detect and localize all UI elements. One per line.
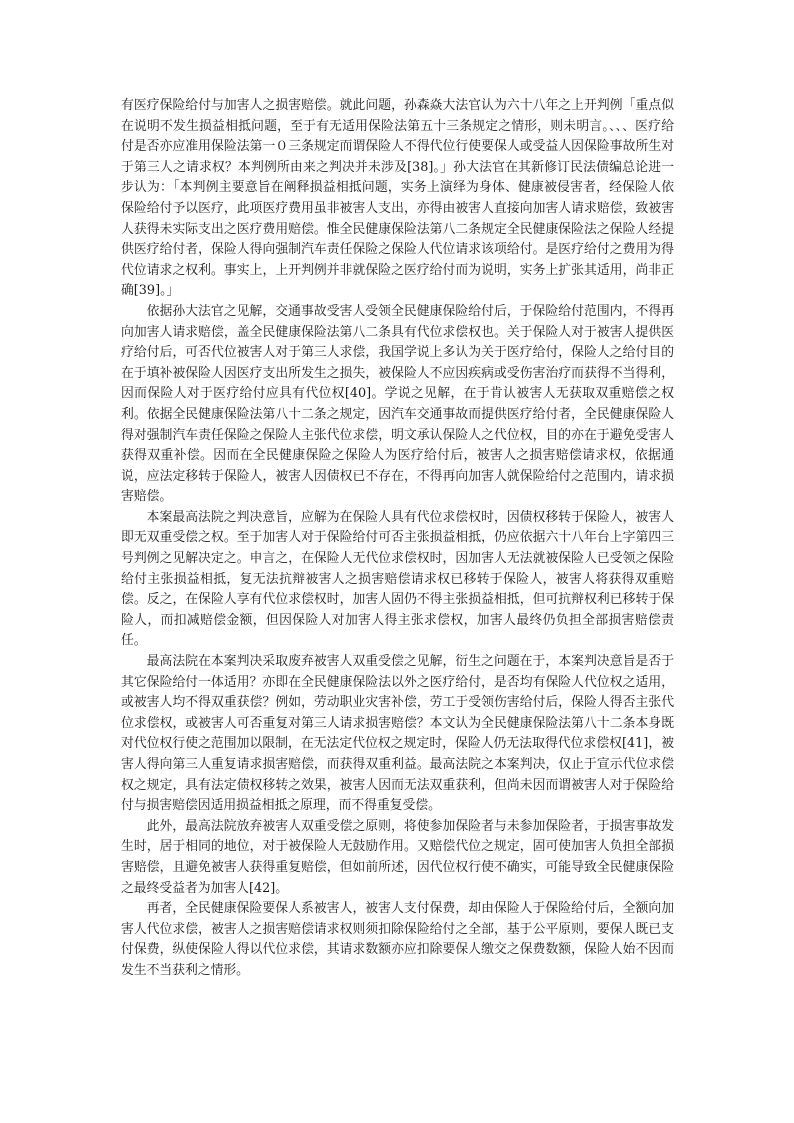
paragraph: 依据孙大法官之见解，交通事故受害人受领全民健康保险给付后，于保险给付范围内，不得再向加害人请求赔偿，盖全民健康保险法第八二条具有代位求偿权也。关于保险人对于被害人提供医疗给付后，可否代位被害人对于第三人求偿，我国学说上多认为关于医疗给付，保险人之给付目的在于填补被保险人因医疗支出所发生之损失，被保险人不应因疾病或受伤害治疗而获得不当得利，因而保险人对于医疗给付应具有代位权[40]。学说之见解，在于肯认被害人无获取双重赔偿之权利。依据全民健康保险法第八十二条之规定，因汽车交通事故而提供医疗给付者，全民健康保险人得对强制汽车责任保险之保险人主张代位求偿，明文承认保险人之代位权，目的亦在于避免受害人获得双重补偿。因而在全民健康保险之保险人为医疗给付后，被害人之损害赔偿请求权，依据通说，应法定移转于保险人，被害人因债权已不存在，不得再向加害人就保险给付之范围内，请求损害赔偿。 — [121, 303, 674, 505]
paragraph: 最高法院在本案判决采取废弃被害人双重受偿之见解，衍生之问题在于，本案判决意旨是否于其它保险给付一体适用？亦即在全民健康保险法以外之医疗给付，是否均有保险人代位权之适用，或被害人均不得双重获偿？例如，劳动职业灾害补偿，劳工于受领伤害给付后，保险人得否主张代位求偿权，或被害人可否重复对第三人请求损害赔偿？本文认为全民健康保险法第八十二条本身既对代位权行使之范围加以限制，在无法定代位权之规定时，保险人仍无法取得代位求偿权[41]，被害人得向第三人重复请求损害赔偿，而获得双重利益。最高法院之本案判决，仅止于宣示代位求偿权之规定，具有法定债权移转之效果，被害人因而无法双重获利，但尚未因而谓被害人对于保险给付与损害赔偿因适用损益相抵之原理，而不得重复受偿。 — [121, 654, 674, 814]
paragraph: 本案最高法院之判决意旨，应解为在保险人具有代位求偿权时，因债权移转于保险人，被害人即无双重受偿之权。至于加害人对于保险给付可否主张损益相抵，仍应依据六十八年台上字第四三号判例之见解决定之。申言之，在保险人无代位求偿权时，因加害人无法就被保险人已受领之保险给付主张损益相抵，复无法抗辩被害人之损害赔偿请求权已移转于保险人，被害人将获得双重赔偿。反之，在保险人享有代位求偿权时，加害人固仍不得主张损益相抵，但可抗辩权利已移转于保险人，而扣减赔偿金额，但因保险人对加害人得主张求偿权，加害人最终仍负担全部损害赔偿责任。 — [121, 509, 674, 649]
paragraph: 再者，全民健康保险要保人系被害人，被害人支付保费，却由保险人于保险给付后，全额向加害人代位求偿，被害人之损害赔偿请求权则须扣除保险给付之全部，基于公平原则，要保人既已支付保费，纵使保险人得以代位求偿，其请求数额亦应扣除要保人缴交之保费数额，保险人始不因而发生不当获利之情形。 — [121, 901, 674, 978]
paragraph-continued: 有医疗保险给付与加害人之损害赔偿。就此问题，孙森焱大法官认为六十八年之上开判例「重点似在说明不发生损益相抵问题，至于有无适用保险法第五十三条规定之情形，则未明言。、、、医疗给付是否亦应准用保险法第一０三条规定而谓保险人不得代位行使要保人或受益人因保险事故所生对于第三人之请求权？本判例所由来之判决并未涉及[38]。」孙大法官在其新修订民法债编总论进一步认为：「本判例主要意旨在阐释损益相抵问题，实务上演绎为身体、健康被侵害者，经保险人依保险给付予以医疗，此项医疗费用虽非被害人支出，亦得由被害人直接向加害人请求赔偿，致被害人获得未实际支出之医疗费用赔偿。惟全民健康保险法第八二条规定全民健康保险法之保险人经提供医疗给付者，保险人得向强制汽车责任保险之保险人代位请求该项给付。是医疗给付之费用为得代位请求之权利。事实上，上开判例并非就保险之医疗给付而为说明，实务上扩张其适用，尚非正确[39]。」 — [121, 98, 674, 299]
document-page — [121, 96, 674, 982]
paragraph: 此外，最高法院放弃被害人双重受偿之原则，将使参加保险者与未参加保险者，于损害事故发生时，居于相同的地位，对于被保险人无鼓励作用。又赔偿代位之规定，固可使加害人负担全部损害赔偿，且避免被害人获得重复赔偿，但如前所述，因代位权行使不确实，可能导致全民健康保险之最终受益者为加害人[42]。 — [121, 818, 674, 896]
